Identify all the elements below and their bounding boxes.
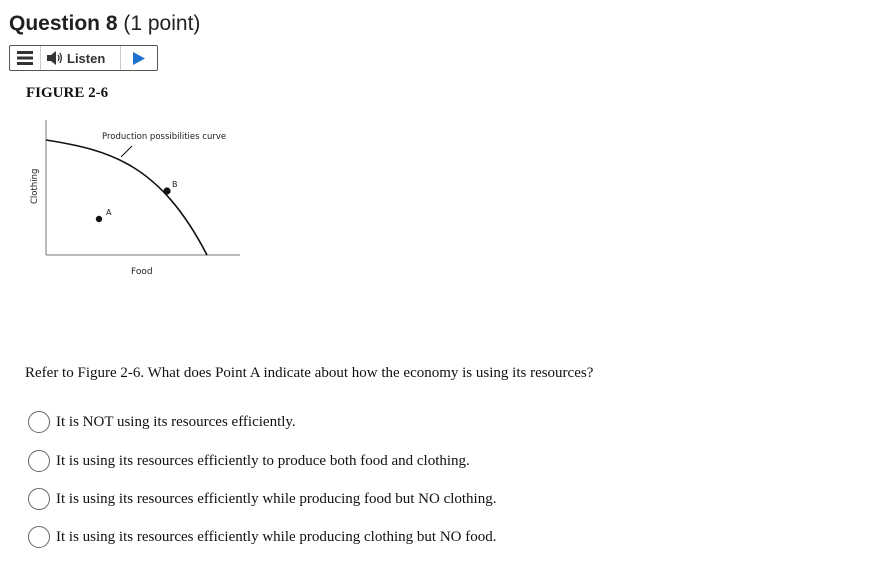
question-prompt: Refer to Figure 2-6. What does Point A indicate about how the economy is using its resources?: [25, 365, 594, 381]
radio-button[interactable]: [28, 488, 50, 510]
point-b-dot: [163, 187, 170, 194]
answer-option-3[interactable]: [28, 488, 496, 510]
speaker-icon: [47, 51, 63, 65]
ppc-curve: [46, 140, 207, 255]
radio-button[interactable]: [28, 526, 50, 548]
answer-option-2[interactable]: [28, 450, 470, 472]
answer-option-label[interactable]: It is NOT using its resources efficiently.: [56, 413, 296, 430]
ppc-figure: [20, 112, 250, 292]
point-b-label: B: [172, 180, 178, 189]
radio-button[interactable]: [28, 450, 50, 472]
answer-option-label[interactable]: It is using its resources efficiently while producing clothing but NO food.: [56, 528, 497, 545]
x-axis-label: Food: [131, 267, 153, 277]
answer-option-1[interactable]: [28, 411, 296, 433]
listen-button[interactable]: [41, 46, 121, 70]
answer-option-label[interactable]: It is using its resources efficiently to produce both food and clothing.: [56, 452, 470, 469]
play-icon: [133, 52, 145, 65]
listen-menu-button[interactable]: [10, 46, 41, 70]
listen-toolbar: [9, 45, 158, 71]
y-axis-label: Clothing: [30, 168, 40, 204]
question-points: (1 point): [123, 12, 201, 35]
figure-label: FIGURE 2-6: [26, 85, 109, 101]
question-title: [9, 12, 200, 36]
point-a-dot: [96, 216, 102, 222]
listen-label: Listen: [67, 50, 106, 66]
play-button[interactable]: [121, 46, 157, 70]
hamburger-icon: [17, 51, 33, 65]
curve-label: Production possibilities curve: [102, 132, 227, 142]
curve-pointer-line: [121, 146, 132, 157]
question-number: Question 8: [9, 12, 118, 35]
answer-option-label[interactable]: It is using its resources efficiently while producing food but NO clothing.: [56, 490, 497, 507]
point-a-label: A: [106, 208, 112, 217]
radio-button[interactable]: [28, 411, 50, 433]
answer-option-4[interactable]: [28, 526, 496, 548]
